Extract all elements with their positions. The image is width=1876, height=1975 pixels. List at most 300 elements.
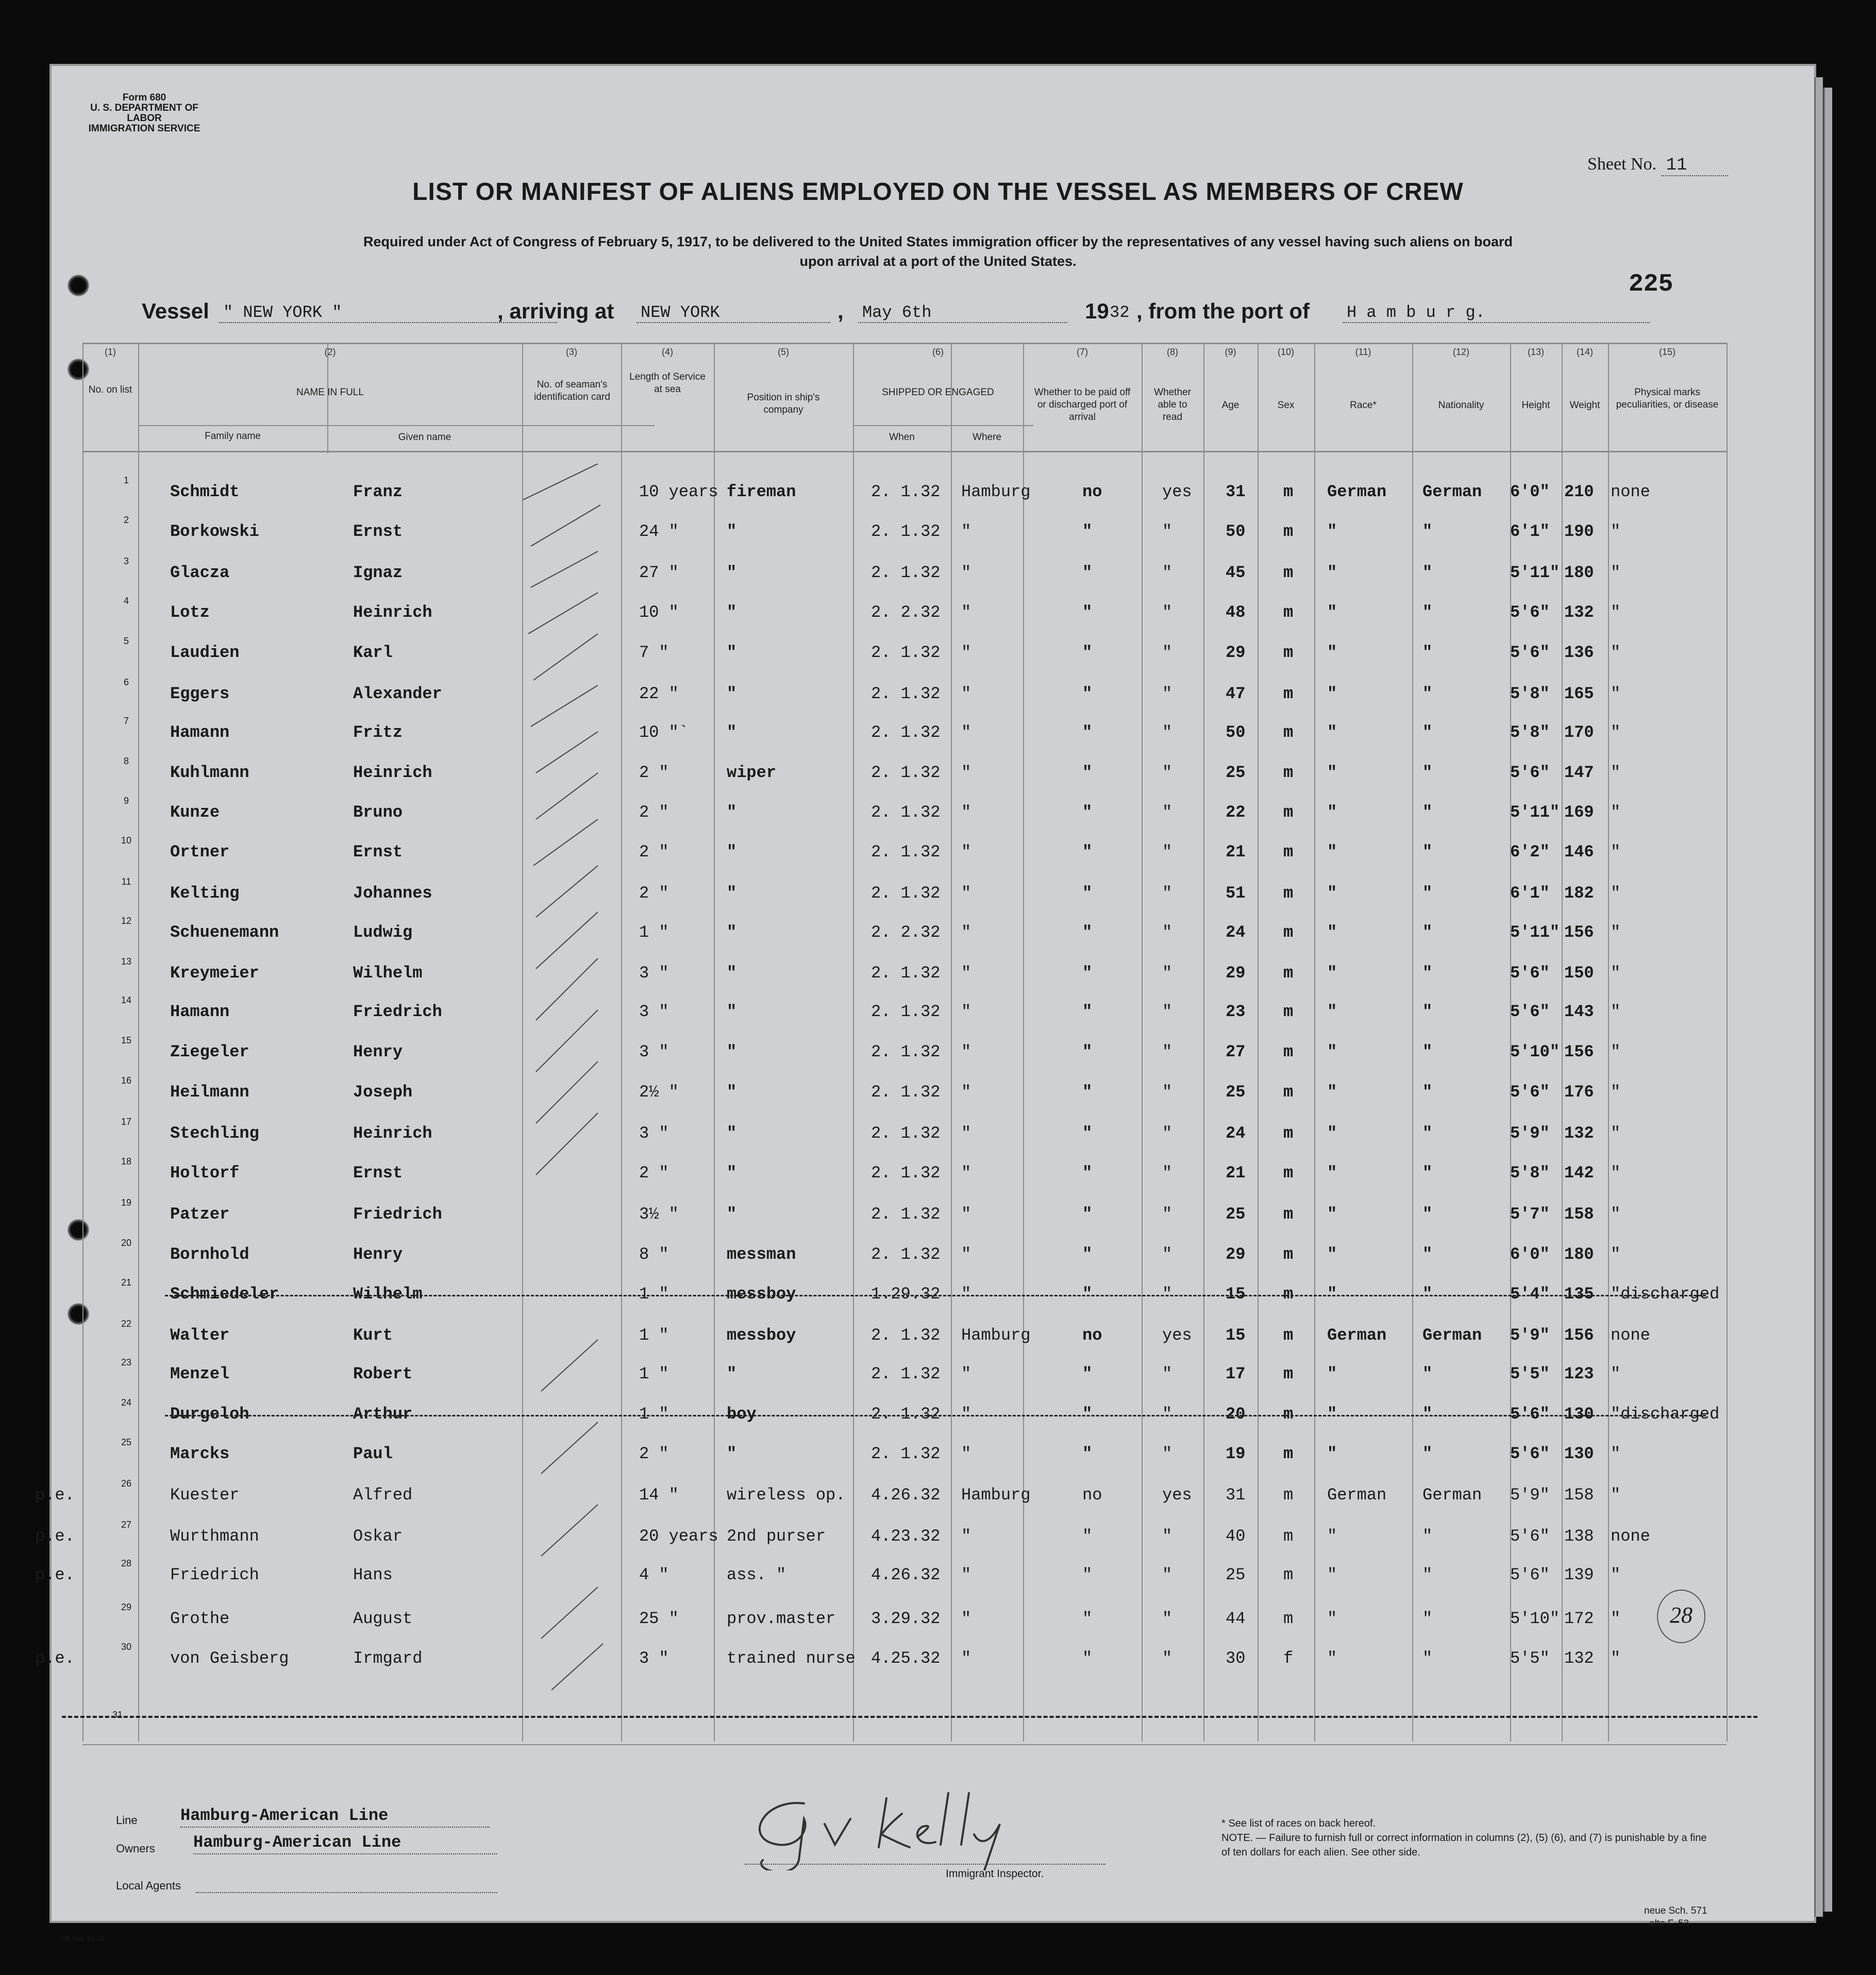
cell-sex: m bbox=[1283, 763, 1294, 782]
cell-given-name: Ernst bbox=[353, 842, 403, 862]
cell-weight: 156 bbox=[1564, 1042, 1594, 1061]
cell-ship-position: wiper bbox=[727, 763, 777, 782]
table-row bbox=[82, 1355, 1727, 1395]
cell-age: 24 bbox=[1226, 923, 1246, 942]
alte-code: alte F. 53 bbox=[1649, 1918, 1689, 1929]
cell-paid-off: " bbox=[1082, 522, 1093, 541]
cell-physical-marks: " bbox=[1611, 1565, 1621, 1584]
cell-race: " bbox=[1327, 1565, 1337, 1584]
cell-weight: 156 bbox=[1564, 1326, 1594, 1345]
cell-age: 40 bbox=[1226, 1527, 1246, 1546]
table-row bbox=[82, 1275, 1727, 1315]
cell-nationality: " bbox=[1422, 563, 1433, 582]
cell-nationality: " bbox=[1422, 522, 1433, 541]
cell-ship-position: " bbox=[727, 803, 737, 822]
cell-physical-marks: " bbox=[1611, 723, 1621, 742]
table-row bbox=[82, 1395, 1727, 1436]
cell-able-to-read: " bbox=[1162, 1002, 1172, 1021]
cell-ship-position: " bbox=[727, 1205, 737, 1224]
cell-age: 50 bbox=[1226, 522, 1246, 541]
cell-able-to-read: " bbox=[1162, 1649, 1172, 1668]
cell-shipped-where: " bbox=[961, 1002, 971, 1021]
cell-height: 5'6" bbox=[1510, 1083, 1550, 1102]
cell-age: 17 bbox=[1226, 1364, 1246, 1383]
cell-row-number: 22 bbox=[121, 1319, 132, 1329]
cell-length-of-service: 2 " bbox=[639, 1444, 669, 1463]
cell-ship-position: " bbox=[727, 563, 737, 582]
cell-able-to-read: " bbox=[1162, 1285, 1172, 1304]
race-note: * See list of races on back hereof. bbox=[1221, 1818, 1376, 1829]
col-num-2: (2) bbox=[324, 347, 336, 357]
cell-length-of-service: 7 " bbox=[639, 643, 669, 662]
service: IMMIGRATION SERVICE bbox=[88, 123, 200, 134]
cell-family-name: Schmiedeler bbox=[170, 1285, 279, 1304]
cell-nationality: " bbox=[1422, 1527, 1433, 1546]
cell-length-of-service: 1 " bbox=[639, 1405, 669, 1424]
cell-physical-marks: " bbox=[1611, 1444, 1621, 1463]
cell-given-name: Robert bbox=[353, 1364, 413, 1383]
cell-weight: 182 bbox=[1564, 884, 1594, 903]
cell-able-to-read: " bbox=[1162, 763, 1172, 782]
table-row bbox=[82, 1600, 1727, 1640]
col-num-7: (7) bbox=[1077, 347, 1088, 357]
hdr-position: Position in ship's company bbox=[747, 392, 820, 415]
cell-row-number: 19 bbox=[121, 1197, 132, 1208]
cell-family-name: Grothe bbox=[170, 1609, 230, 1628]
cell-height: 5'9" bbox=[1510, 1326, 1550, 1345]
cell-height: 5'6" bbox=[1510, 763, 1550, 782]
cell-sex: m bbox=[1283, 923, 1294, 942]
owners-value: Hamburg-American Line bbox=[193, 1833, 401, 1852]
cell-shipped-where: " bbox=[961, 842, 971, 862]
cell-physical-marks: " bbox=[1611, 1083, 1621, 1102]
hdr-paid-off: Whether to be paid off or discharged port of arrival bbox=[1034, 387, 1131, 423]
cell-length-of-service: 27 " bbox=[639, 563, 679, 582]
cell-race: " bbox=[1327, 923, 1337, 942]
cell-row-number: 2 bbox=[123, 515, 129, 525]
cell-sex: m bbox=[1283, 1326, 1294, 1345]
cell-row-number: 29 bbox=[121, 1602, 132, 1612]
cell-length-of-service: 10 "` bbox=[639, 723, 689, 742]
cell-shipped-when: 2. 1.32 bbox=[871, 1364, 941, 1383]
cell-weight: 130 bbox=[1564, 1405, 1594, 1424]
cell-nationality: " bbox=[1422, 1649, 1433, 1668]
cell-shipped-when: 4.26.32 bbox=[871, 1565, 941, 1584]
manifest-title: LIST OR MANIFEST OF ALIENS EMPLOYED ON THE VESSEL AS MEMBERS OF CREW bbox=[412, 178, 1464, 206]
cell-given-name: Franz bbox=[353, 482, 403, 501]
table-row bbox=[82, 833, 1727, 873]
cell-height: 5'8" bbox=[1510, 684, 1550, 703]
table-row bbox=[82, 1236, 1727, 1276]
pe-mark: p.e. bbox=[35, 1486, 75, 1505]
cell-given-name: Johannes bbox=[353, 884, 432, 903]
cell-ship-position: 2nd purser bbox=[727, 1527, 826, 1546]
cell-given-name: Henry bbox=[353, 1042, 403, 1061]
cell-height: 6'1" bbox=[1510, 522, 1550, 541]
cell-sex: m bbox=[1283, 603, 1294, 622]
cell-physical-marks: " bbox=[1611, 1042, 1621, 1061]
cell-height: 5'8" bbox=[1510, 723, 1550, 742]
cell-family-name: Schmidt bbox=[170, 482, 240, 501]
table-row bbox=[82, 1073, 1727, 1113]
neue-code: neue Sch. 571 bbox=[1644, 1905, 1707, 1916]
sheet-number-label: Sheet No. bbox=[1587, 155, 1657, 174]
cell-weight: 143 bbox=[1564, 1002, 1594, 1021]
cell-family-name: Schuenemann bbox=[170, 923, 279, 942]
cell-ship-position: wireless op. bbox=[727, 1486, 846, 1505]
cell-paid-off: " bbox=[1082, 1285, 1093, 1304]
cell-age: 25 bbox=[1226, 1565, 1246, 1584]
cell-length-of-service: 1 " bbox=[639, 1285, 669, 1304]
cell-row-number: 17 bbox=[121, 1117, 132, 1127]
cell-age: 19 bbox=[1226, 1444, 1246, 1463]
cell-row-number: 9 bbox=[123, 796, 129, 806]
hdr-age: Age bbox=[1221, 400, 1239, 411]
col-num-9: (9) bbox=[1225, 347, 1236, 357]
cell-shipped-where: " bbox=[961, 1245, 971, 1264]
cell-paid-off: " bbox=[1082, 923, 1093, 942]
cell-weight: 132 bbox=[1564, 603, 1594, 622]
pe-mark: p.e. bbox=[35, 1565, 75, 1584]
hdr-given-name: Given name bbox=[398, 432, 451, 443]
page-number: 225 bbox=[1629, 271, 1673, 298]
cell-row-number: 11 bbox=[121, 876, 131, 887]
cell-physical-marks: none bbox=[1611, 1527, 1650, 1546]
cell-shipped-when: 4.26.32 bbox=[871, 1486, 941, 1505]
cell-weight: 138 bbox=[1564, 1527, 1594, 1546]
cell-physical-marks: " bbox=[1611, 964, 1621, 983]
cell-height: 5'6" bbox=[1510, 1405, 1550, 1424]
cell-able-to-read: " bbox=[1162, 1124, 1172, 1143]
cell-family-name: Laudien bbox=[170, 643, 240, 662]
cell-given-name: Wilhelm bbox=[353, 1285, 423, 1304]
cell-paid-off: " bbox=[1082, 1124, 1093, 1143]
cell-row-number: 25 bbox=[121, 1437, 132, 1447]
cell-race: " bbox=[1327, 1042, 1337, 1061]
cell-given-name: Heinrich bbox=[353, 603, 432, 622]
footer-note bbox=[1221, 1816, 1716, 1860]
subtitle-line-2: upon arrival at a port of the United States. bbox=[799, 254, 1077, 269]
cell-height: 5'6" bbox=[1510, 1444, 1550, 1463]
cell-age: 22 bbox=[1226, 803, 1246, 822]
cell-ship-position: messman bbox=[727, 1245, 796, 1264]
cell-length-of-service: 3 " bbox=[639, 1124, 669, 1143]
cell-row-number: 4 bbox=[123, 596, 129, 606]
cell-given-name: Bruno bbox=[353, 803, 403, 822]
cell-sex: m bbox=[1283, 643, 1294, 662]
cell-weight: 180 bbox=[1564, 563, 1594, 582]
hdr-no-on-list: No. on list bbox=[88, 384, 132, 395]
cell-paid-off: " bbox=[1082, 1163, 1093, 1183]
punch-hole bbox=[67, 274, 90, 297]
cell-shipped-when: 4.25.32 bbox=[871, 1649, 941, 1668]
cell-row-number: 16 bbox=[121, 1075, 132, 1086]
cell-able-to-read: " bbox=[1162, 1163, 1172, 1183]
cell-age: 48 bbox=[1226, 603, 1246, 622]
cell-able-to-read: " bbox=[1162, 1405, 1172, 1424]
cell-race: " bbox=[1327, 964, 1337, 983]
cell-family-name: Stechling bbox=[170, 1124, 259, 1143]
cell-nationality: " bbox=[1422, 803, 1433, 822]
cell-shipped-where: Hamburg bbox=[961, 482, 1031, 501]
cell-shipped-when: 2. 1.32 bbox=[871, 763, 941, 782]
cell-able-to-read: " bbox=[1162, 1042, 1172, 1061]
cell-able-to-read: " bbox=[1162, 964, 1172, 983]
cell-race: " bbox=[1327, 723, 1337, 742]
cell-shipped-when: 2. 1.32 bbox=[871, 1083, 941, 1102]
cell-age: 30 bbox=[1226, 1649, 1246, 1668]
cell-family-name: Heilmann bbox=[170, 1083, 249, 1102]
cell-nationality: " bbox=[1422, 1042, 1433, 1061]
cell-able-to-read: " bbox=[1162, 842, 1172, 862]
table-row bbox=[82, 754, 1727, 794]
cell-shipped-where: " bbox=[961, 803, 971, 822]
cell-nationality: " bbox=[1422, 923, 1433, 942]
cell-shipped-where: " bbox=[961, 884, 971, 903]
cell-paid-off: " bbox=[1082, 723, 1093, 742]
cell-ship-position: " bbox=[727, 723, 737, 742]
cell-sex: m bbox=[1283, 842, 1294, 862]
cell-shipped-where: Hamburg bbox=[961, 1326, 1031, 1345]
cell-shipped-when: 2. 1.32 bbox=[871, 1405, 941, 1424]
cell-weight: 135 bbox=[1564, 1285, 1594, 1304]
table-row bbox=[82, 473, 1727, 513]
cell-sex: m bbox=[1283, 1405, 1294, 1424]
cell-row-number: 27 bbox=[121, 1520, 132, 1530]
cell-shipped-where: " bbox=[961, 1405, 971, 1424]
table-row bbox=[82, 1640, 1727, 1680]
cell-able-to-read: " bbox=[1162, 923, 1172, 942]
cell-weight: 139 bbox=[1564, 1565, 1594, 1584]
cell-able-to-read: " bbox=[1162, 1565, 1172, 1584]
row-31-dashed-line bbox=[62, 1716, 1757, 1718]
arriving-port: NEW YORK bbox=[636, 303, 830, 323]
cell-nationality: German bbox=[1422, 1486, 1482, 1505]
cell-length-of-service: 2 " bbox=[639, 1163, 669, 1183]
cell-nationality: " bbox=[1422, 723, 1433, 742]
cell-row-number: 7 bbox=[123, 716, 129, 726]
cell-length-of-service: 2 " bbox=[639, 842, 669, 862]
cell-length-of-service: 3 " bbox=[639, 1002, 669, 1021]
cell-paid-off: " bbox=[1082, 563, 1093, 582]
cell-length-of-service: 2 " bbox=[639, 763, 669, 782]
cell-age: 29 bbox=[1226, 643, 1246, 662]
table-row bbox=[82, 1154, 1727, 1194]
cell-able-to-read: " bbox=[1162, 563, 1172, 582]
cell-shipped-where: " bbox=[961, 1083, 971, 1102]
cell-row-number: 1 bbox=[123, 475, 129, 485]
cell-family-name: Patzer bbox=[170, 1205, 230, 1224]
table-row bbox=[82, 874, 1727, 915]
cell-shipped-when: 2. 1.32 bbox=[871, 522, 941, 541]
signature-image bbox=[732, 1783, 1062, 1870]
line-value: Hamburg-American Line bbox=[180, 1806, 389, 1825]
cell-family-name: Kelting bbox=[170, 884, 240, 903]
cell-paid-off: no bbox=[1082, 1326, 1102, 1345]
cell-paid-off: " bbox=[1082, 1649, 1093, 1668]
cell-nationality: " bbox=[1422, 643, 1433, 662]
cell-physical-marks: " bbox=[1611, 603, 1621, 622]
cell-physical-marks: " bbox=[1611, 842, 1621, 862]
cell-sex: m bbox=[1283, 1565, 1294, 1584]
cell-physical-marks: none bbox=[1611, 1326, 1650, 1345]
table-row bbox=[82, 714, 1727, 754]
cell-height: 6'2" bbox=[1510, 842, 1550, 862]
cell-length-of-service: 3 " bbox=[639, 1042, 669, 1061]
fine-note: NOTE. — Failure to furnish full or correct information in columns (2), (5) (6), and (7) is punishable by a fine of ten dollars for each alien. See other side. bbox=[1221, 1832, 1707, 1858]
hdr-shipped: SHIPPED OR ENGAGED bbox=[882, 387, 994, 398]
cell-family-name: Ziegeler bbox=[170, 1042, 249, 1061]
cell-paid-off: " bbox=[1082, 643, 1093, 662]
cell-sex: m bbox=[1283, 1083, 1294, 1102]
page-edge bbox=[1814, 77, 1823, 1917]
cell-race: " bbox=[1327, 1245, 1337, 1264]
cell-row-number: 10 bbox=[121, 835, 132, 846]
cell-age: 20 bbox=[1226, 1405, 1246, 1424]
cell-shipped-where: " bbox=[961, 563, 971, 582]
cell-age: 21 bbox=[1226, 842, 1246, 862]
cell-family-name: Kreymeier bbox=[170, 964, 259, 983]
arriving-label: , arriving at bbox=[497, 299, 614, 323]
col-num-8: (8) bbox=[1167, 347, 1178, 357]
table-row bbox=[82, 1517, 1727, 1558]
cell-given-name: Heinrich bbox=[353, 1124, 432, 1143]
cell-row-number: 26 bbox=[121, 1478, 132, 1489]
cell-race: " bbox=[1327, 603, 1337, 622]
table-row bbox=[82, 594, 1727, 634]
cell-family-name: Hamann bbox=[170, 723, 230, 742]
table-row bbox=[82, 675, 1727, 715]
vessel-name: " NEW YORK " bbox=[219, 303, 557, 323]
cell-family-name: von Geisberg bbox=[170, 1649, 289, 1668]
cell-length-of-service: 3 " bbox=[639, 964, 669, 983]
cell-given-name: Joseph bbox=[353, 1083, 413, 1102]
cell-paid-off: " bbox=[1082, 1565, 1093, 1584]
table-row bbox=[82, 914, 1727, 954]
table-row bbox=[82, 513, 1727, 553]
cell-physical-marks: " bbox=[1611, 563, 1621, 582]
cell-ship-position: " bbox=[727, 1364, 737, 1383]
cell-able-to-read: " bbox=[1162, 643, 1172, 662]
table-row bbox=[82, 1033, 1727, 1073]
cell-nationality: " bbox=[1422, 1565, 1433, 1584]
cell-age: 25 bbox=[1226, 1205, 1246, 1224]
from-label: , from the port of bbox=[1136, 299, 1310, 323]
cell-given-name: Friedrich bbox=[353, 1002, 442, 1021]
cell-height: 5'5" bbox=[1510, 1649, 1550, 1668]
cell-nationality: " bbox=[1422, 1609, 1433, 1628]
cell-age: 23 bbox=[1226, 1002, 1246, 1021]
cell-given-name: Karl bbox=[353, 643, 393, 662]
cell-shipped-when: 4.23.32 bbox=[871, 1527, 941, 1546]
cell-able-to-read: yes bbox=[1162, 1486, 1192, 1505]
cell-age: 50 bbox=[1226, 723, 1246, 742]
cell-race: " bbox=[1327, 1364, 1337, 1383]
cell-given-name: Arthur bbox=[353, 1405, 413, 1424]
cell-height: 5'6" bbox=[1510, 1565, 1550, 1584]
cell-shipped-when: 2. 1.32 bbox=[871, 842, 941, 862]
cell-row-number: 23 bbox=[121, 1357, 132, 1368]
cell-race: German bbox=[1327, 1486, 1387, 1505]
cell-race: " bbox=[1327, 1163, 1337, 1183]
cell-age: 31 bbox=[1226, 482, 1246, 501]
hdr-name-in-full: NAME IN FULL bbox=[296, 387, 364, 398]
col-num-14: (14) bbox=[1576, 347, 1593, 357]
table-row bbox=[82, 993, 1727, 1033]
cell-shipped-when: 2. 1.32 bbox=[871, 1163, 941, 1183]
cell-length-of-service: 24 " bbox=[639, 522, 679, 541]
cell-family-name: Bornhold bbox=[170, 1245, 249, 1264]
cell-nationality: " bbox=[1422, 1083, 1433, 1102]
cell-age: 45 bbox=[1226, 563, 1246, 582]
cell-paid-off: " bbox=[1082, 1364, 1093, 1383]
cell-length-of-service: 2 " bbox=[639, 803, 669, 822]
cell-sex: m bbox=[1283, 1486, 1294, 1505]
cell-weight: 210 bbox=[1564, 482, 1594, 501]
cell-weight: 190 bbox=[1564, 522, 1594, 541]
cell-nationality: German bbox=[1422, 482, 1482, 501]
cell-race: " bbox=[1327, 563, 1337, 582]
cell-paid-off: " bbox=[1082, 1002, 1093, 1021]
cell-given-name: Ignaz bbox=[353, 563, 403, 582]
cell-sex: m bbox=[1283, 1163, 1294, 1183]
col-num-1: (1) bbox=[105, 347, 116, 357]
cell-height: 5'8" bbox=[1510, 1163, 1550, 1183]
cell-able-to-read: " bbox=[1162, 684, 1172, 703]
subtitle-line-1: Required under Act of Congress of February 5, 1917, to be delivered to the United States immigration officer by the representatives of any vessel having such aliens on board bbox=[363, 234, 1513, 249]
cell-shipped-when: 2. 2.32 bbox=[871, 603, 941, 622]
table-row bbox=[82, 1556, 1727, 1596]
cell-physical-marks: none bbox=[1611, 482, 1650, 501]
cell-race: " bbox=[1327, 1083, 1337, 1102]
cell-family-name: Wurthmann bbox=[170, 1527, 259, 1546]
cell-length-of-service: 2 " bbox=[639, 884, 669, 903]
cell-row-number: 24 bbox=[121, 1397, 132, 1408]
cell-able-to-read: " bbox=[1162, 723, 1172, 742]
cell-paid-off: " bbox=[1082, 884, 1093, 903]
cell-given-name: Hans bbox=[353, 1565, 393, 1584]
cell-row-number: 8 bbox=[123, 756, 129, 766]
cell-ship-position: prov.master bbox=[727, 1609, 836, 1628]
page-edge bbox=[1823, 88, 1832, 1912]
cell-height: 5'9" bbox=[1510, 1486, 1550, 1505]
cell-race: German bbox=[1327, 482, 1387, 501]
cell-age: 24 bbox=[1226, 1124, 1246, 1143]
cell-able-to-read: " bbox=[1162, 1444, 1172, 1463]
cell-family-name: Friedrich bbox=[170, 1565, 259, 1584]
cell-physical-marks: " bbox=[1611, 1364, 1621, 1383]
cell-shipped-where: " bbox=[961, 684, 971, 703]
cell-shipped-where: " bbox=[961, 603, 971, 622]
cell-able-to-read: yes bbox=[1162, 482, 1192, 501]
cell-height: 5'11" bbox=[1510, 923, 1560, 942]
cell-age: 25 bbox=[1226, 1083, 1246, 1102]
col-num-5: (5) bbox=[778, 347, 789, 357]
hdr-seaman-card: No. of seaman's identification card bbox=[534, 379, 610, 402]
cell-race: " bbox=[1327, 1649, 1337, 1668]
cell-physical-marks: " bbox=[1611, 803, 1621, 822]
cell-shipped-where: " bbox=[961, 643, 971, 662]
table-row bbox=[82, 554, 1727, 594]
cell-given-name: Irmgard bbox=[353, 1649, 423, 1668]
cell-shipped-when: 2. 1.32 bbox=[871, 482, 941, 501]
table-row bbox=[82, 1476, 1727, 1516]
cell-given-name: Paul bbox=[353, 1444, 393, 1463]
cell-shipped-when: 2. 1.32 bbox=[871, 1205, 941, 1224]
cell-paid-off: no bbox=[1082, 482, 1102, 501]
cell-sex: m bbox=[1283, 1124, 1294, 1143]
cell-physical-marks: " bbox=[1611, 763, 1621, 782]
